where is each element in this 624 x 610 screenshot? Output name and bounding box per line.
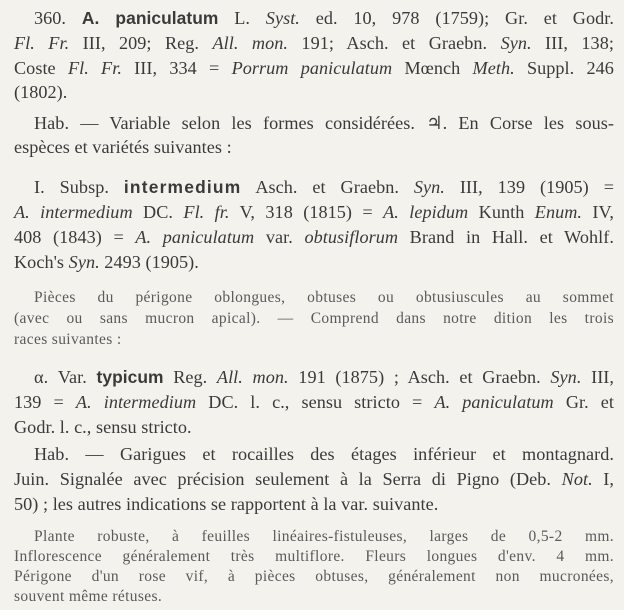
- habitat-line: Hab. — Garigues et rocailles des étages inférieur et montagnard.: [34, 444, 614, 464]
- description-line: Pièces du périgone oblongues, obtuses ou obtusiuscules au sommet: [34, 289, 614, 306]
- habitat-line: Hab. — Variable selon les formes considérées. ♃. En Corse les sous-: [34, 113, 614, 133]
- synonym-line: Koch's Syn. 2493 (1905).: [14, 252, 199, 272]
- entry-heading-line: 360. A. paniculatum L. Syst. ed. 10, 978 (1759); Gr. et Godr.: [34, 8, 614, 28]
- description-line: Inflorescence généralement très multiflore. Fleurs longues d'env. 4 mm.: [14, 548, 614, 565]
- subspecies-name: intermedium: [123, 177, 242, 197]
- synonym-line: 408 (1843) = A. paniculatum var. obtusiflorum Brand in Hall. et Wohlf.: [14, 227, 614, 247]
- habitat-line: Juin. Signalée avec précision seulement à la Serra di Pigno (Deb. Not. I,: [14, 469, 614, 489]
- habitat-line: espèces et variétés suivantes :: [14, 137, 232, 157]
- synonym-line: A. intermedium DC. Fl. fr. V, 318 (1815) = A. lepidum Kunth Enum. IV,: [14, 202, 614, 222]
- citation-line: Coste Fl. Fr. III, 334 = Porrum paniculatum Mœnch Meth. Suppl. 246: [14, 58, 614, 78]
- description-line: Périgone d'un rose vif, à pièces obtuses, généralement non mucronées,: [14, 568, 614, 585]
- description-line: (avec ou sans mucron apical). — Comprend dans notre dition les trois: [14, 310, 614, 327]
- variety-heading-line: α. Var. typicum Reg. All. mon. 191 (1875) ; Asch. et Graebn. Syn. III,: [34, 367, 615, 387]
- habitat-line: 50) ; les autres indications se rapportent à la var. suivante.: [14, 494, 439, 514]
- description-line: races suivantes :: [14, 331, 122, 348]
- variety-name: typicum: [96, 367, 164, 387]
- subspecies-heading-line: I. Subsp. intermedium Asch. et Graebn. Syn. III, 139 (1905) =: [34, 177, 614, 197]
- synonym-line: 139 = A. intermedium DC. l. c., sensu stricto = A. paniculatum Gr. et: [14, 392, 615, 412]
- synonym-line: Godr. l. c., sensu stricto.: [14, 417, 192, 437]
- citation-line: (1802).: [14, 82, 68, 102]
- species-name: A. paniculatum: [81, 8, 219, 28]
- citation-line: Fl. Fr. III, 209; Reg. All. mon. 191; Asch. et Graebn. Syn. III, 138;: [14, 33, 614, 53]
- description-line: Plante robuste, à feuilles linéaires-fistuleuses, larges de 0,5-2 mm.: [34, 528, 614, 545]
- description-line: souvent même rétuses.: [14, 588, 163, 605]
- entry-number: 360.: [34, 8, 67, 28]
